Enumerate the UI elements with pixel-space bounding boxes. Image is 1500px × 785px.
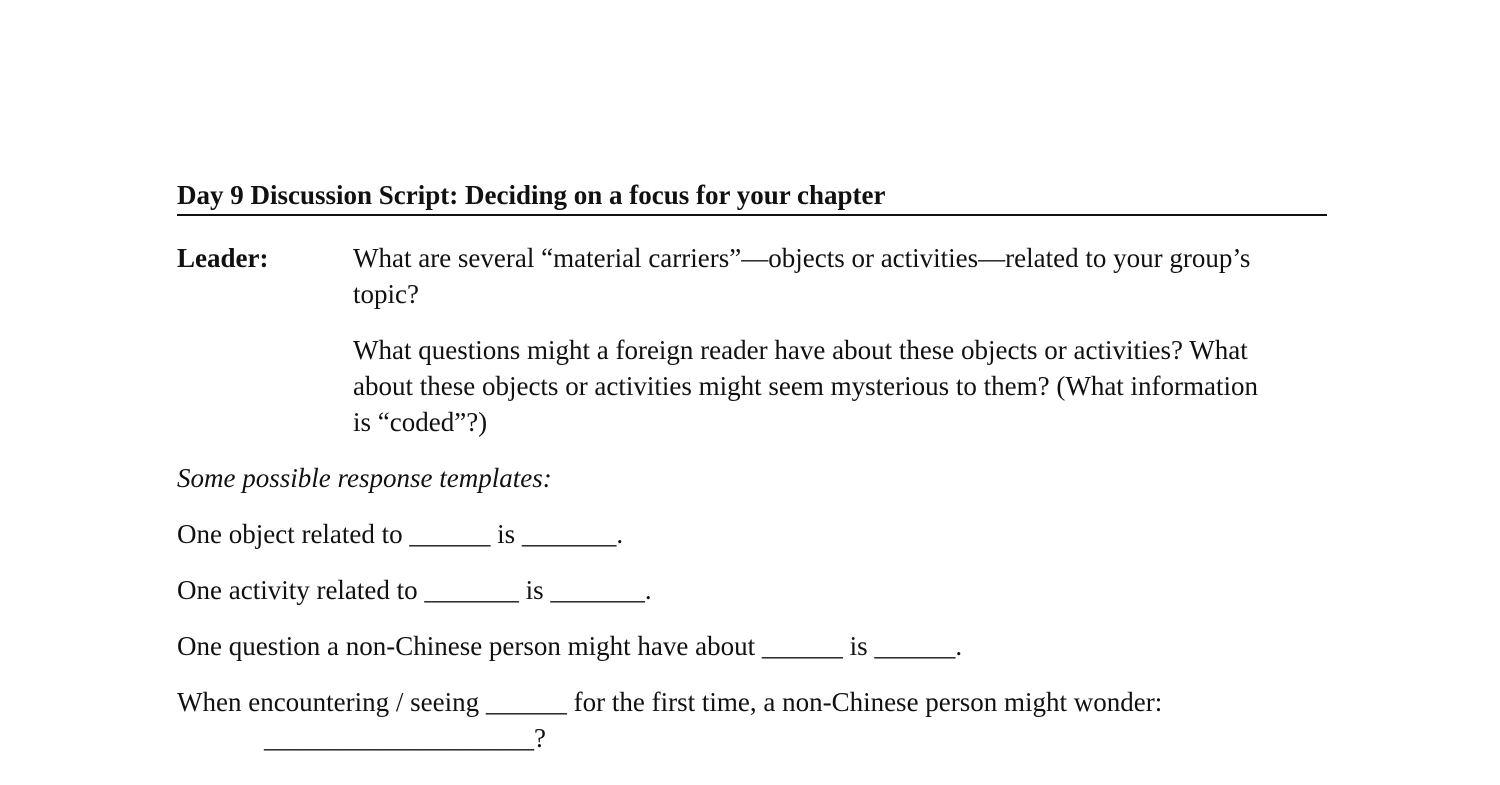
templates-heading: Some possible response templates: [177,463,552,493]
leader-question-1: What are several “material carriers”—objects or activities—related to your group’s topic? [353,243,1251,309]
template-wonder-blank: ____________________? [264,723,546,753]
template-wonder: When encountering / seeing ______ for the first time, a non-Chinese person might wonder: [177,687,1163,717]
leader-label: Leader: [177,243,269,273]
template-object: One object related to ______ is _______. [177,519,624,549]
leader-questions [353,240,1273,440]
leader-question-2: What questions might a foreign reader have about these objects or activities? What about these objects or activities might seem mysterious to them? (What information is “coded”?) [353,335,1259,437]
template-activity: One activity related to _______ is _______. [177,575,652,605]
template-question: One question a non-Chinese person might have about ______ is ______. [177,631,963,661]
leader-block [177,240,1327,440]
document-page [177,178,1327,756]
document-title: Day 9 Discussion Script: Deciding on a focus for your chapter [177,178,1327,216]
